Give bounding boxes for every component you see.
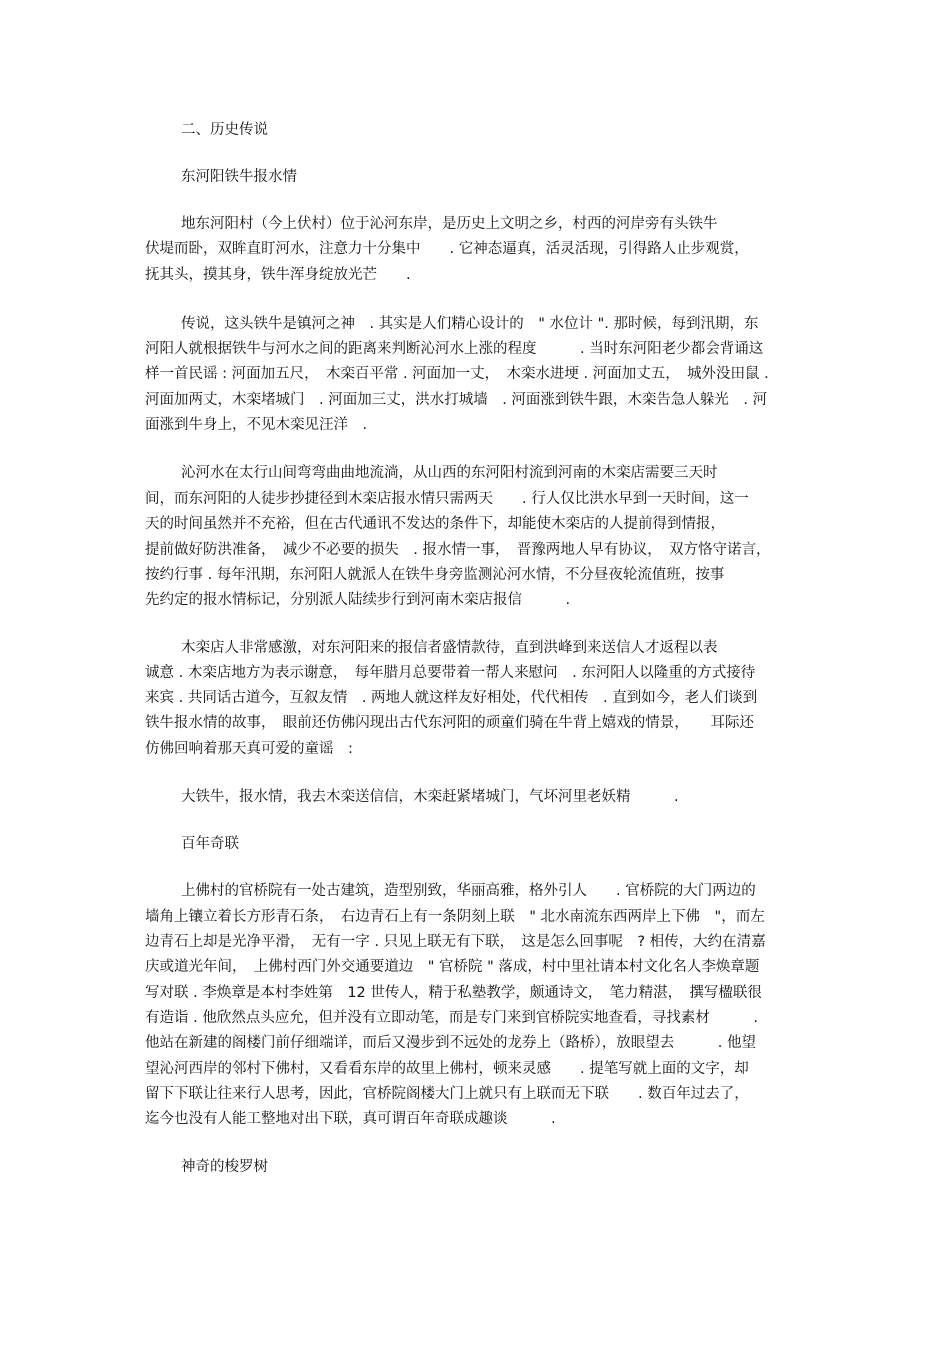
- paragraph-line: 天的时间虽然并不充裕，但在古代通讯不发达的条件下，却能使木栾店的人提前得到情报，: [145, 516, 725, 532]
- paragraph-line: 边青石上却是光净平滑， 无有一字 . 只见上联无有下联， 这是怎么回事呢 ? 相传，大约在清嘉: [145, 934, 766, 950]
- paragraph-line: 来宾 . 共同话古道今，互叙友情 . 两地人就这样友好相处，代代相传 . 直到如今，老人们谈到: [145, 690, 758, 706]
- folk-rhyme: 大铁牛，报水情，我去木栾送信信，木栾赶紧堵城门，气坏河里老妖精 .: [181, 789, 679, 805]
- paragraph-line: 有造诣 . 他欣然点头应允，但并没有立即动笔，而是专门来到官桥院实地查看，寻找素材 .: [145, 1010, 758, 1026]
- paragraph-line: 按约行事 . 每年汛期，东河阳人就派人在铁牛身旁监测沁河水情，不分昼夜轮流值班，按事: [145, 567, 725, 583]
- story-title-century-couplet: 百年奇联: [181, 836, 239, 852]
- paragraph-line: 留下下联让往来行人思考，因此，官桥院阁楼大门上就只有上联而无下联 . 数百年过去了，: [145, 1086, 749, 1102]
- paragraph-line: 沁河水在太行山间弯弯曲曲地流淌，从山西的东河阳村流到河南的木栾店需要三天时: [181, 465, 718, 481]
- paragraph-line: 庆或道光年间， 上佛村西门外交通要道边 " 官桥院 " 落成，村中里社请本村文化名人李焕章题: [145, 959, 760, 975]
- paragraph-line: 铁牛报水情的故事， 眼前还仿佛闪现出古代东河阳的顽童们骑在牛背上嬉戏的情景， 耳际还: [145, 715, 754, 731]
- paragraph-line: 抚其头，摸其身，铁牛浑身绽放光芒 .: [145, 267, 411, 283]
- paragraph-line: 间，而东河阳的人徒步抄捷径到木栾店报水情只需两天 . 行人仅比洪水早到一天时间，这一: [145, 491, 749, 507]
- paragraph-line: 上佛村的官桥院有一处古建筑，造型别致，华丽高雅，格外引人 . 官桥院的大门两边的: [181, 883, 756, 899]
- paragraph-line: 先约定的报水情标记，分别派人陆续步行到河南木栾店报信 .: [145, 592, 571, 608]
- section-title: 二、历史传说: [181, 122, 268, 138]
- paragraph-line: 仿佛回响着那天真可爱的童谣 :: [145, 741, 353, 757]
- paragraph-line: 河阳人就根据铁牛与河水之间的距离来判断沁河水上涨的程度 . 当时东河阳老少都会背诵这: [145, 341, 764, 357]
- paragraph-line: 迄今也没有人能工整地对出下联，真可谓百年奇联成趣谈 .: [145, 1111, 556, 1127]
- story-title-iron-ox: 东河阳铁牛报水情: [181, 169, 297, 185]
- paragraph-line: 河面加两丈，木栾堵城门 . 河面加三丈，洪水打城墙 . 河面涨到铁牛跟，木栾告急人躲光 . 河: [145, 392, 768, 408]
- story-title-suoluo-tree: 神奇的梭罗树: [181, 1159, 268, 1175]
- paragraph-line: 墙角上镶立着长方形青石条， 右边青石上有一条阴刻上联 " 北水南流东西两岸上下佛 "，而左: [145, 909, 765, 925]
- paragraph-line: 写对联 . 李焕章是本村李姓第 12 世传人，精于私塾教学，颇通诗文， 笔力精湛， 撰写楹联很: [145, 985, 762, 1001]
- paragraph-line: 木栾店人非常感激，对东河阳来的报信者盛情款待，直到洪峰到来送信人才返程以表: [181, 640, 718, 656]
- paragraph-line: 望沁河西岸的邻村下佛村，又看看东岸的故里上佛村，顿来灵感 . 提笔写就上面的文字，却: [145, 1061, 749, 1077]
- paragraph-line: 地东河阳村（今上伏村）位于沁河东岸，是历史上文明之乡，村西的河岸旁有头铁牛: [181, 216, 718, 232]
- paragraph-line: 面涨到牛身上，不见木栾见汪洋 .: [145, 417, 368, 433]
- paragraph-line: 诚意 . 木栾店地方为表示谢意， 每年腊月总要带着一帮人来慰问 . 东河阳人以隆重的方式接待: [145, 665, 756, 681]
- paragraph-line: 他站在新建的阁楼门前仔细端详，而后又漫步到不远处的龙券上（路桥），放眼望去 . 他望: [145, 1035, 756, 1051]
- paragraph-line: 样一首民谣 : 河面加五尺， 木栾百平常 . 河面加一丈， 木栾水进埂 . 河面加丈五， 城外没田鼠 .: [145, 366, 769, 382]
- paragraph-line: 伏堤而卧，双眸直盯河水，注意力十分集中 . 它神态逼真，活灵活现，引得路人止步观赏，: [145, 241, 749, 257]
- paragraph-line: 传说，这头铁牛是镇河之神 . 其实是人们精心设计的 " 水位计 ". 那时候，每到汛期，东: [181, 316, 759, 332]
- paragraph-line: 提前做好防洪准备， 减少不必要的损失 . 报水情一事， 晋豫两地人早有协议， 双方恪守诺言，: [145, 542, 771, 558]
